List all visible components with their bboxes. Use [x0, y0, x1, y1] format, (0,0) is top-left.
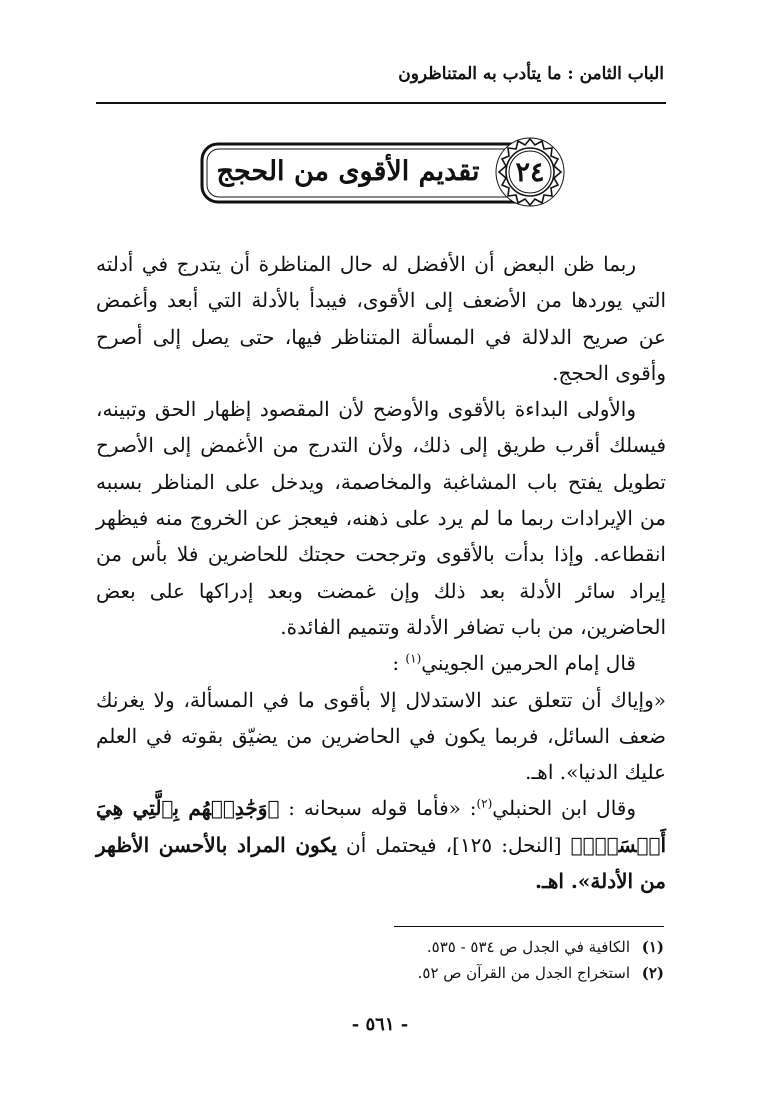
hanbali-bold-phrase: يكون المراد بالأحسن الأظهر من الأدلة — [96, 832, 666, 894]
paragraph-2: والأولى البداءة بالأقوى والأوضح لأن المقصود إظهار الحق وتبينه، فيسلك أقرب طريق إلى ذلك، ولأن التدرج من الأغمض إلى الأصرح تطويل يفتح باب المشاغبة والمخاصمة، ويدخل على المناظر بسببه من الإيرادات ربما ما لم يرد على ذهنه، فيعجز عن الخروج منه فيظهر انقطاعه. وإذا بدأت بالأقوى وترجحت حجتك للحاضرين فلا بأس من إيراد سائر الأدلة بعد ذلك وإن غمضت وبعد إدراكها على بعض الحاضرين، من باب تضافر الأدلة وتتميم الفائدة. — [96, 397, 666, 639]
footnote-ref-1: (١) — [405, 651, 422, 666]
running-header: الباب الثامن : ما يتأدب به المتناظرون — [398, 64, 664, 84]
verse-citation: [النحل: ١٢٥]، فيحتمل أن — [346, 832, 562, 857]
juwayni-colon: : — [392, 651, 400, 676]
hanbali-end: ». اهـ. — [535, 869, 591, 894]
chapter-number: ٢٤ — [515, 156, 545, 188]
juwayni-intro: قال إمام الحرمين الجويني — [421, 651, 636, 676]
footnote-2 — [94, 960, 664, 986]
paragraph-3 — [96, 645, 666, 681]
page-number: - ٥٦١ - — [351, 1014, 409, 1035]
quran-verse: ﴿وَجَٰدِلۡهُم بِٱلَّتِي هِيَ أَحۡسَنُۚ﴾ — [96, 796, 667, 857]
hanbali-intro: وقال ابن الحنبلي — [492, 796, 637, 821]
paragraph-5 — [96, 790, 666, 899]
hanbali-quote-intro: : «فأما قوله سبحانه : — [288, 796, 477, 821]
chapter-title: تقديم الأقوى من الحجج — [216, 155, 480, 187]
footnote-ref-2: (٢) — [476, 796, 493, 811]
footnote-number: (٢) — [641, 964, 664, 982]
footnotes — [94, 934, 664, 986]
paragraph-4-quote: «وإياك أن تتعلق عند الاستدلال إلا بأقوى ما في المسألة، ولا يغرنك ضعف السائل، فربما يكون في الحاضرين من يضيّق بقوته في العلم عليك الدنيا». اهـ. — [96, 687, 666, 785]
footnote-text: الكافية في الجدل ص ٥٣٤ - ٥٣٥. — [426, 938, 630, 956]
chapter-heading-box — [194, 134, 568, 210]
paragraph-1: ربما ظن البعض أن الأفضل له حال المناظرة أن يتدرج في أدلته التي يوردها من الأضعف إلى الأقوى، فيبدأ بالأدلة التي أبعد وأغمض عن صريح الدلالة في المسألة المتناظر فيها، حتى يصل إلى أصرح وأقوى الحجج. — [96, 252, 666, 385]
body-text — [96, 246, 666, 899]
footnote-1 — [94, 934, 664, 960]
footnote-rule — [394, 926, 664, 927]
footnote-number: (١) — [641, 938, 664, 956]
header-rule — [96, 102, 666, 104]
footnote-text: استخراج الجدل من القرآن ص ٥٢. — [417, 964, 630, 982]
